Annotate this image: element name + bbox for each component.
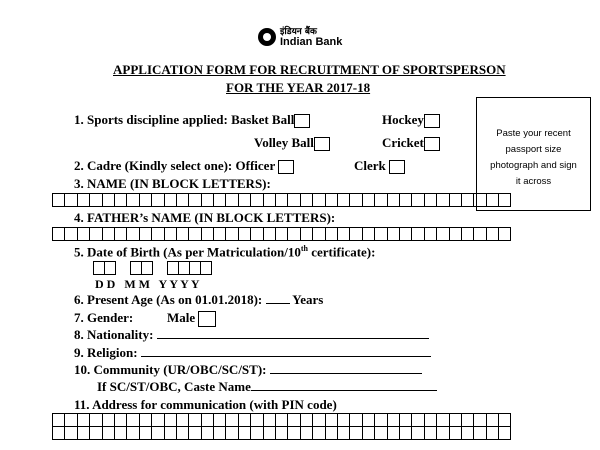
letter-box[interactable]: [449, 227, 462, 241]
religion-input[interactable]: [141, 356, 431, 357]
caste-row: [97, 379, 437, 395]
letter-box[interactable]: [300, 413, 313, 427]
letter-box[interactable]: [102, 227, 115, 241]
letter-box[interactable]: [374, 413, 387, 427]
letter-box[interactable]: [164, 413, 177, 427]
letter-box[interactable]: [213, 426, 226, 440]
letter-box[interactable]: [473, 426, 486, 440]
letter-box[interactable]: [77, 193, 90, 207]
volleyball-row: [254, 135, 330, 151]
letter-box[interactable]: [188, 227, 201, 241]
male-label: Male: [167, 310, 196, 325]
letter-box[interactable]: [312, 413, 325, 427]
letter-box[interactable]: [449, 193, 462, 207]
photo-instruction-4: it across: [515, 176, 552, 187]
letter-box[interactable]: [114, 413, 127, 427]
letter-box[interactable]: [114, 227, 127, 241]
letter-box[interactable]: [176, 227, 189, 241]
letter-box[interactable]: [64, 426, 77, 440]
nationality-label: 8. Nationality:: [74, 327, 154, 342]
letter-box[interactable]: [139, 413, 152, 427]
letter-box[interactable]: [225, 227, 238, 241]
age-row: [74, 292, 323, 308]
letter-box[interactable]: [64, 193, 77, 207]
letter-box[interactable]: [164, 426, 177, 440]
letter-box[interactable]: [498, 193, 511, 207]
dob-format-hint: D D M M Y Y Y Y: [95, 277, 200, 291]
letter-box[interactable]: [411, 426, 424, 440]
letter-box[interactable]: [126, 413, 139, 427]
letter-box[interactable]: [362, 413, 375, 427]
letter-box[interactable]: [275, 227, 288, 241]
letter-box[interactable]: [102, 426, 115, 440]
letter-box[interactable]: [325, 193, 338, 207]
letter-box[interactable]: [213, 227, 226, 241]
letter-box[interactable]: [164, 227, 177, 241]
photo-instruction-3: photograph and sign: [490, 160, 577, 171]
letter-box[interactable]: [436, 193, 449, 207]
letter-box[interactable]: [461, 227, 474, 241]
nationality-input[interactable]: [157, 338, 429, 339]
letter-box[interactable]: [461, 413, 474, 427]
letter-box[interactable]: [263, 426, 276, 440]
gender-label: 7. Gender:: [74, 310, 134, 325]
letter-box[interactable]: [461, 193, 474, 207]
letter-box[interactable]: [238, 426, 251, 440]
letter-box[interactable]: [89, 227, 102, 241]
letter-box[interactable]: [325, 227, 338, 241]
volleyball-checkbox[interactable]: [314, 137, 330, 151]
letter-box[interactable]: [139, 426, 152, 440]
letter-box[interactable]: [225, 193, 238, 207]
letter-box[interactable]: [275, 426, 288, 440]
bank-logo-icon: [258, 28, 276, 46]
letter-box[interactable]: [498, 413, 511, 427]
letter-box[interactable]: [275, 193, 288, 207]
letter-box[interactable]: [473, 413, 486, 427]
age-input[interactable]: [266, 303, 290, 304]
basketball-checkbox[interactable]: [294, 114, 310, 128]
cadre-label: 2. Cadre (Kindly select one): Officer: [74, 158, 275, 173]
letter-box[interactable]: [411, 193, 424, 207]
letter-box[interactable]: [250, 426, 263, 440]
letter-box[interactable]: [126, 426, 139, 440]
letter-box[interactable]: [312, 227, 325, 241]
caste-label: If SC/ST/OBC, Caste Name: [97, 379, 251, 394]
letter-box[interactable]: [337, 193, 350, 207]
letter-box[interactable]: [325, 426, 338, 440]
dob-label: 5. Date of Birth (As per Matriculation/10: [74, 244, 301, 260]
letter-box[interactable]: [387, 193, 400, 207]
letter-box[interactable]: [287, 193, 300, 207]
male-checkbox[interactable]: [198, 311, 216, 327]
letter-box[interactable]: [139, 227, 152, 241]
letter-box[interactable]: [176, 413, 189, 427]
letter-box[interactable]: [102, 413, 115, 427]
logo-english-text: Indian Bank: [280, 36, 343, 48]
letter-box[interactable]: [287, 426, 300, 440]
letter-box[interactable]: [473, 193, 486, 207]
male-row: [167, 310, 216, 327]
letter-box[interactable]: [126, 193, 139, 207]
letter-box[interactable]: [64, 227, 77, 241]
letter-box[interactable]: [312, 193, 325, 207]
letter-box[interactable]: [399, 227, 412, 241]
religion-row: [74, 345, 431, 361]
letter-box[interactable]: [225, 426, 238, 440]
indian-bank-logo: [258, 22, 358, 52]
letter-box[interactable]: [387, 426, 400, 440]
letter-box[interactable]: [362, 193, 375, 207]
volleyball-label: Volley Ball: [254, 135, 314, 150]
letter-box[interactable]: [89, 426, 102, 440]
hockey-checkbox[interactable]: [424, 114, 440, 128]
letter-box[interactable]: [176, 426, 189, 440]
sports-row: [74, 112, 310, 128]
letter-box[interactable]: [225, 413, 238, 427]
letter-box[interactable]: [238, 193, 251, 207]
letter-box[interactable]: [238, 227, 251, 241]
letter-box[interactable]: [77, 413, 90, 427]
letter-box[interactable]: [176, 193, 189, 207]
letter-box[interactable]: [461, 426, 474, 440]
letter-box[interactable]: [374, 193, 387, 207]
dob-label-superscript: th: [300, 244, 308, 253]
letter-box[interactable]: [250, 193, 263, 207]
letter-box[interactable]: [126, 227, 139, 241]
address-label: 11. Address for communication (with PIN code): [74, 397, 337, 412]
letter-box[interactable]: [52, 426, 65, 440]
letter-box[interactable]: [374, 426, 387, 440]
letter-box[interactable]: [436, 227, 449, 241]
address-letter-grid[interactable]: [52, 413, 510, 440]
logo-hindi-text: इंडियन बैंक: [280, 27, 317, 37]
letter-box[interactable]: [201, 413, 214, 427]
clerk-checkbox[interactable]: [389, 160, 405, 174]
letter-box[interactable]: [337, 227, 350, 241]
letter-box[interactable]: [188, 413, 201, 427]
letter-box[interactable]: [312, 426, 325, 440]
letter-box[interactable]: [275, 413, 288, 427]
letter-box[interactable]: [349, 413, 362, 427]
father-name-label: 4. FATHER’s NAME (IN BLOCK LETTERS):: [74, 210, 336, 225]
letter-box[interactable]: [188, 193, 201, 207]
letter-box[interactable]: [250, 227, 263, 241]
community-input[interactable]: [270, 373, 422, 374]
gender-row: [74, 310, 133, 326]
photo-instruction-2: passport size: [505, 144, 562, 155]
letter-box[interactable]: [250, 413, 263, 427]
letter-box[interactable]: [337, 426, 350, 440]
form-title-line1: APPLICATION FORM FOR RECRUITMENT OF SPORTSPERSON: [113, 62, 506, 77]
letter-box[interactable]: [151, 227, 164, 241]
letter-box[interactable]: [424, 426, 437, 440]
letter-box[interactable]: [201, 227, 214, 241]
letter-box[interactable]: [337, 413, 350, 427]
letter-box[interactable]: [486, 413, 499, 427]
letter-box[interactable]: [325, 413, 338, 427]
letter-box[interactable]: [362, 227, 375, 241]
dob-label-end: certificate):: [308, 244, 376, 260]
clerk-row: [354, 158, 405, 174]
caste-input[interactable]: [251, 390, 437, 391]
letter-box[interactable]: [498, 426, 511, 440]
letter-box[interactable]: [151, 193, 164, 207]
letter-box[interactable]: [164, 193, 177, 207]
letter-box[interactable]: [300, 426, 313, 440]
letter-box[interactable]: [89, 193, 102, 207]
letter-box[interactable]: [473, 227, 486, 241]
letter-box[interactable]: [449, 413, 462, 427]
letter-box[interactable]: [424, 193, 437, 207]
letter-box[interactable]: [362, 426, 375, 440]
letter-box[interactable]: [287, 227, 300, 241]
community-row: [74, 362, 422, 378]
letter-box[interactable]: [201, 193, 214, 207]
letter-box[interactable]: [52, 227, 65, 241]
cricket-label: Cricket: [382, 135, 424, 150]
cricket-row: [382, 135, 440, 151]
letter-box[interactable]: [436, 413, 449, 427]
letter-box[interactable]: [387, 227, 400, 241]
cricket-checkbox[interactable]: [424, 137, 440, 151]
letter-box[interactable]: [349, 193, 362, 207]
letter-box[interactable]: [64, 413, 77, 427]
letter-box[interactable]: [238, 413, 251, 427]
hockey-label: Hockey: [382, 112, 424, 127]
letter-box[interactable]: [387, 413, 400, 427]
clerk-label: Clerk: [354, 158, 386, 173]
father-name-letter-grid[interactable]: [52, 227, 510, 241]
letter-box[interactable]: [486, 426, 499, 440]
letter-box[interactable]: [486, 193, 499, 207]
letter-box[interactable]: [201, 426, 214, 440]
letter-box[interactable]: [287, 413, 300, 427]
age-label: 6. Present Age (As on 01.01.2018):: [74, 292, 263, 307]
photo-instruction-1: Paste your recent: [496, 128, 571, 139]
letter-box[interactable]: [399, 426, 412, 440]
letter-box[interactable]: [77, 426, 90, 440]
letter-box[interactable]: [399, 413, 412, 427]
cadre-row: [74, 158, 294, 174]
age-unit: Years: [292, 292, 324, 307]
letter-box[interactable]: [349, 426, 362, 440]
letter-box[interactable]: [77, 227, 90, 241]
form-title-line2: FOR THE YEAR 2017-18: [226, 80, 371, 95]
letter-box[interactable]: [498, 227, 511, 241]
hockey-row: [382, 112, 440, 128]
letter-box[interactable]: [102, 193, 115, 207]
sports-label: 1. Sports discipline applied: Basket Ball: [74, 112, 295, 127]
letter-box[interactable]: [424, 227, 437, 241]
letter-box[interactable]: [213, 193, 226, 207]
letter-box[interactable]: [411, 413, 424, 427]
letter-box[interactable]: [114, 426, 127, 440]
letter-box[interactable]: [263, 227, 276, 241]
letter-box[interactable]: [188, 426, 201, 440]
letter-box[interactable]: [114, 193, 127, 207]
letter-box[interactable]: [449, 426, 462, 440]
letter-box[interactable]: [424, 413, 437, 427]
letter-box[interactable]: [263, 193, 276, 207]
letter-box[interactable]: [139, 193, 152, 207]
letter-box[interactable]: [151, 426, 164, 440]
letter-box[interactable]: [52, 193, 65, 207]
letter-box[interactable]: [89, 413, 102, 427]
letter-box[interactable]: [300, 227, 313, 241]
letter-box[interactable]: [374, 227, 387, 241]
name-letter-grid[interactable]: [52, 193, 510, 207]
letter-box[interactable]: [411, 227, 424, 241]
letter-box[interactable]: [486, 227, 499, 241]
letter-box[interactable]: [349, 227, 362, 241]
community-label: 10. Community (UR/OBC/SC/ST):: [74, 362, 267, 377]
letter-box[interactable]: [52, 413, 65, 427]
nationality-row: [74, 327, 429, 343]
letter-box[interactable]: [213, 413, 226, 427]
letter-box[interactable]: [263, 413, 276, 427]
name-label: 3. NAME (IN BLOCK LETTERS):: [74, 176, 271, 191]
letter-box[interactable]: [300, 193, 313, 207]
letter-box[interactable]: [436, 426, 449, 440]
officer-checkbox[interactable]: [278, 160, 294, 174]
letter-box[interactable]: [399, 193, 412, 207]
letter-box[interactable]: [151, 413, 164, 427]
religion-label: 9. Religion:: [74, 345, 138, 360]
dob-row: [74, 244, 375, 260]
